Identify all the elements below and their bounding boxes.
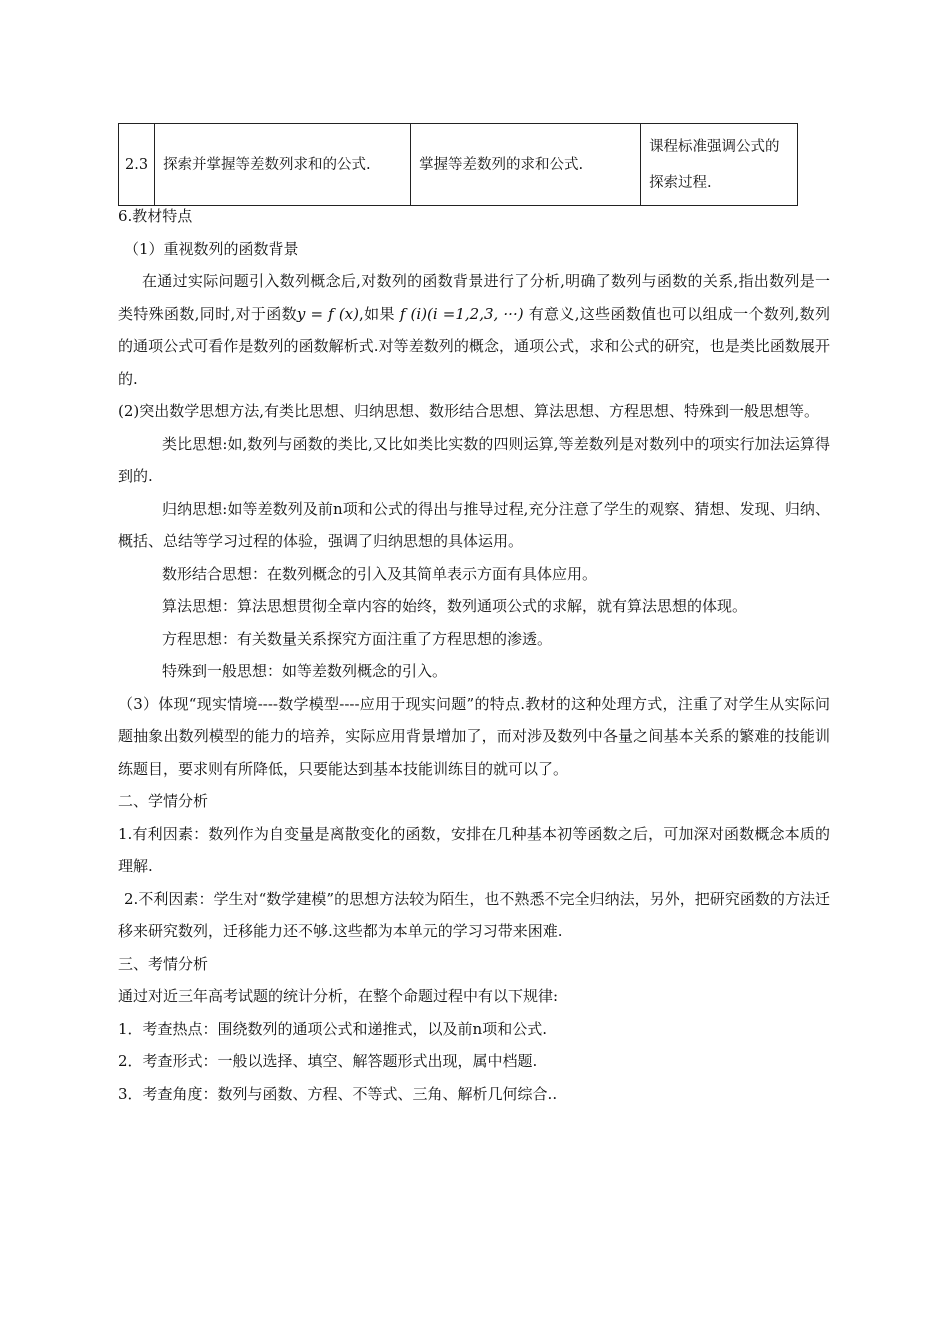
paragraph-favorable: 1.有利因素：数列作为自变量是离散变化的函数，安排在几种基本初等函数之后，可加深对函数概念本质的理解. — [118, 824, 830, 875]
section-heading-learning: 二、学情分析 — [118, 792, 209, 810]
paragraph-number-shape: 数形结合思想：在数列概念的引入及其简单表示方面有具体应用。 — [162, 564, 598, 583]
paragraph-real-context: （3）体现“现实情境----数学模型----应用于现实问题”的特点.教材的这种处理方式，注重了对学生从实际问题抽象出数列模型的能力的培养，实际应用背景增加了，而对涉及数列中各量之间基本关系的繁难的技能训练题目，要求则有所降低，只要能达到基本技能训练目的就可以了。 — [118, 694, 830, 778]
text-run: ,如果 — [359, 304, 395, 323]
paragraph-function-background — [118, 265, 830, 395]
section-heading-exam: 三、考情分析 — [118, 954, 209, 973]
table-cell-number: 2.3 — [119, 124, 155, 206]
paragraph-math-thinking: (2)突出数学思想方法,有类比思想、归纳思想、数形结合思想、算法思想、方程思想、特殊到一般思想等。 — [118, 402, 820, 420]
paragraph-special-general: 特殊到一般思想：如等差数列概念的引入。 — [162, 662, 448, 680]
objectives-table — [118, 123, 798, 206]
table-cell-content: 探索并掌握等差数列求和的公式. — [155, 124, 411, 206]
paragraph-exam-intro: 通过对近三年高考试题的统计分析，在整个命题过程中有以下规律: — [118, 987, 559, 1005]
math-function-y: y = f (x) — [296, 304, 359, 323]
document-body — [118, 200, 830, 1110]
section-heading-features: 6.教材特点 — [118, 207, 193, 225]
paragraph-unfavorable: 2.不利因素：学生对“数学建模”的思想方法较为陌生，也不熟悉不完全归纳法，另外，把研究函数的方法迁移来研究数列，迁移能力还不够.这些都为本单元的学习习带来困难. — [118, 889, 830, 940]
table-cell-note: 课程标准强调公式的探索过程. — [641, 124, 798, 206]
table-cell-requirement: 掌握等差数列的求和公式. — [411, 124, 641, 206]
math-function-fi: f (i)(i =1,2,3, ···) — [399, 304, 524, 323]
paragraph-algorithm: 算法思想：算法思想贯彻全章内容的始终，数列通项公式的求解，就有算法思想的体现。 — [162, 597, 748, 615]
list-item-exam-angle: 3．考查角度：数列与函数、方程、不等式、三角、解析几何综合.. — [118, 1084, 558, 1103]
paragraph-analogy: 类比思想:如,数列与函数的类比,又比如类比实数的四则运算,等差数列是对数列中的项实行加法运算得到的. — [118, 434, 830, 485]
paragraph-equation: 方程思想：有关数量关系探究方面注重了方程思想的渗透。 — [162, 629, 553, 648]
text-run: 在通过实际问题引入数列概念后,对数列的函数背景进行了分析,明确了数列与函数的关系,指出数列是一类特殊函数,同时,对于函数 — [118, 272, 830, 323]
table-row — [119, 124, 798, 206]
list-item-exam-form: 2．考查形式：一般以选择、填空、解答题形式出现，属中档题. — [118, 1052, 538, 1070]
text-run: 有意义,这些函数值也可以组成一个数列,数列的通项公式可看作是数列的函数解析式.对等差数列的概念，通项公式，求和公式的研究，也是类比函数展开的. — [118, 304, 830, 388]
paragraph-induction: 归纳思想:如等差数列及前n项和公式的得出与推导过程,充分注意了学生的观察、猜想、发现、归纳、概括、总结等学习过程的体验，强调了归纳思想的具体运用。 — [118, 499, 830, 550]
subheading-function-background: （1）重视数列的函数背景 — [124, 239, 299, 258]
list-item-exam-hotspot: 1．考查热点：围绕数列的通项公式和递推式，以及前n项和公式. — [118, 1019, 547, 1038]
